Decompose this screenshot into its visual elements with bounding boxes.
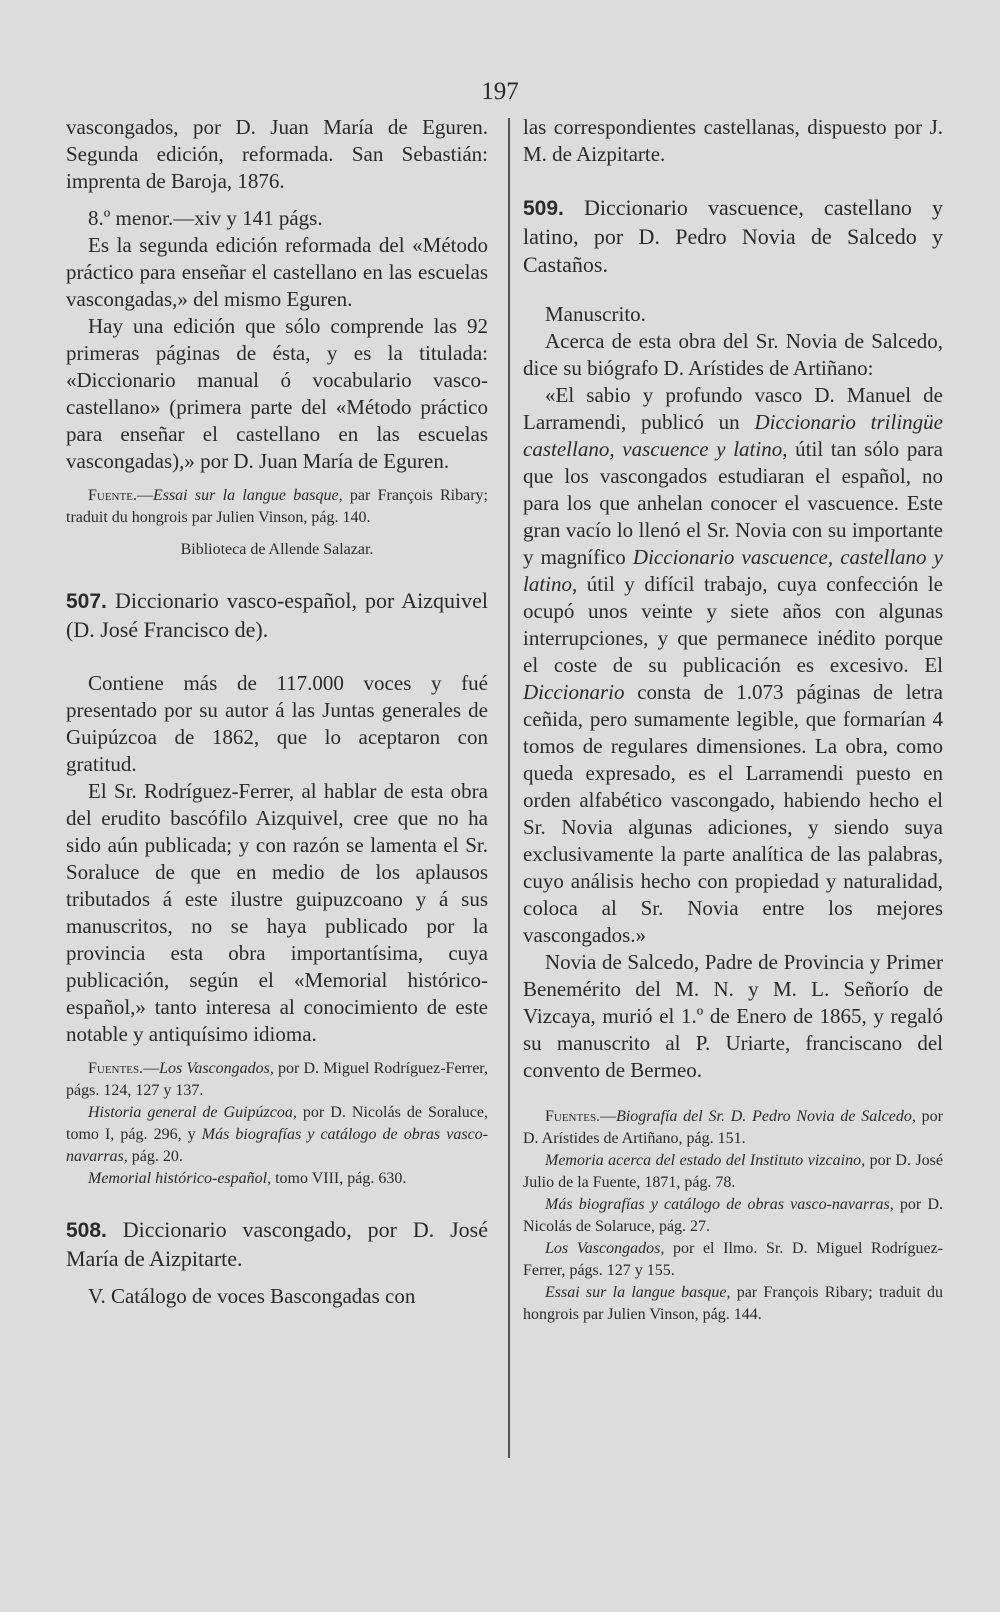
source-note [66, 1168, 488, 1190]
paragraph: V. Catálogo de voces Bascongadas con [88, 1284, 416, 1308]
source-text: tomo VIII, pág. 630. [271, 1170, 407, 1187]
right-column [523, 114, 943, 1326]
work-title: Diccionario vascuence, castellano y latino [523, 545, 943, 596]
entry-509-title [523, 194, 943, 279]
manuscript-note: Manuscrito. [545, 302, 646, 326]
library-note: Biblioteca de Allende Salazar. [180, 541, 374, 558]
quote-text: , útil y difícil trabajo, cuya confección le ocupó unos veinte y siete años con algunas interrupciones, y que permanece inédito porque el coste de su publicación es excesivo. El [523, 572, 943, 677]
source-text: por D. Nicolás de Soraluce, tomo I, pág. 296, y [66, 1104, 488, 1143]
left-column [66, 114, 488, 1310]
source-title: Essai sur la langue basque, [152, 487, 343, 504]
quote-text: «El sabio y profundo vasco D. Manuel de Larramendi, publicó un [523, 383, 943, 434]
intro-text: vascongados, por D. Juan María de Eguren. Segunda edición, reformada. San Sebastián: imprenta de Baroja, 1876. [66, 115, 488, 193]
quote-text: , útil tan sólo para que los vascongados estudiaran el español, no para los que anhelan conocer el vascuence. Este gran vacío lo llenó el Sr. Novia con su importante y magnífico [523, 437, 943, 569]
entry-number: 509. [523, 197, 564, 220]
paragraph: Es la segunda edición reformada del «Método práctico para enseñar el castellano en las escuelas vascongadas,» del mismo Eguren. [66, 233, 488, 311]
entry-508-title [66, 1216, 488, 1273]
entry-507-title [66, 587, 488, 644]
quote-text: consta de 1.073 páginas de letra ceñida, pero sumamente legible, que formarían 4 tomos de regulares dimensiones. La obra, como queda expresado, es el Larramendi puesto en orden alfabético vascongado, habiendo hecho el Sr. Novia algunas adiciones, y siendo suya exclusivamente la parte analítica de las palabras, cuyo análisis hecho con propiedad y naturalidad, coloca al Sr. Novia entre los mejores vascongados.» [523, 680, 943, 947]
source-label: Fuentes. [545, 1108, 601, 1125]
entry-title-text: Diccionario vascongado, por D. José María de Aizpitarte. [66, 1217, 488, 1271]
continuation-text: las correspondientes castellanas, dispuesto por J. M. de Aizpitarte. [523, 115, 943, 166]
entry-title-text: Diccionario vascuence, castellano y latino, por D. Pedro Novia de Salcedo y Castaños. [523, 195, 943, 277]
source-text: por D. Arístides de Artiñano, pág. 151. [523, 1108, 943, 1147]
source-title: Essai sur la langue basque, [545, 1284, 731, 1301]
source-text: pág. 20. [127, 1148, 183, 1165]
source-title: Biografía del Sr. D. Pedro Novia de Salcedo, [616, 1108, 916, 1125]
entry-title-text: Diccionario vasco-español, por Aizquivel (D. José Francisco de). [66, 588, 488, 642]
work-title: Diccionario [523, 680, 625, 704]
paragraph: El Sr. Rodríguez-Ferrer, al hablar de esta obra del erudito bascófilo Aizquivel, cree que no ha sido aún publicada; y con razón se lamenta el Sr. Soraluce de que en medio de los aplausos tributados á este ilustre guipuzcoano y á sus manuscritos, no se haya publicado por la provincia esta obra importantísima, cuya publicación, según el «Memorial histórico-español,» tanto interesa al conocimiento de este notable y antiquísimo idioma. [66, 779, 488, 1046]
source-title: Memorial histórico-español, [88, 1170, 272, 1187]
source-note [66, 1102, 488, 1168]
source-title: Los Vascongados, [159, 1060, 274, 1077]
source-text: por D. Miguel Rodríguez-Ferrer, págs. 124, 127 y 137. [66, 1060, 488, 1099]
source-text: por D. José Julio de la Fuente, 1871, pág. 78. [523, 1152, 943, 1191]
source-text: par François Ribary; traduit du hongrois par Julien Vinson, pág. 144. [523, 1284, 943, 1323]
source-text: par François Ribary; traduit du hongrois par Julien Vinson, pág. 140. [66, 487, 488, 526]
format-line: 8.º menor.—xiv y 141 págs. [88, 206, 323, 230]
paragraph: Contiene más de 117.000 voces y fué presentado por su autor á las Juntas generales de Guipúzcoa de 1862, que lo aceptaron con gratitud. [66, 671, 488, 776]
source-label: Fuentes. [88, 1060, 144, 1077]
source-title: Más biografías y catálogo de obras vasco-navarras, [545, 1196, 894, 1213]
source-text: por D. Nicolás de Solaruce, pág. 27. [523, 1196, 943, 1235]
source-note [523, 1238, 943, 1282]
source-note: Fuentes.—Biografía del Sr. D. Pedro Novia de Salcedo, por D. Arístides de Artiñano, pág. 151. [523, 1108, 943, 1147]
paragraph: Acerca de esta obra del Sr. Novia de Salcedo, dice su biógrafo D. Arístides de Artiñano: [523, 329, 943, 380]
quotation [523, 382, 943, 949]
source-title: Memoria acerca del estado del Instituto vizcaino, [545, 1152, 866, 1169]
source-title: Historia general de Guipúzcoa, [88, 1104, 297, 1121]
source-text: por el Ilmo. Sr. D. Miguel Rodríguez-Ferrer, págs. 127 y 155. [523, 1240, 943, 1279]
source-note: Fuentes.—Los Vascongados, por D. Miguel Rodríguez-Ferrer, págs. 124, 127 y 137. [66, 1060, 488, 1099]
source-title: Los Vascongados, [545, 1240, 665, 1257]
source-note [523, 1282, 943, 1326]
page-number: 197 [481, 78, 519, 105]
entry-number: 508. [66, 1219, 107, 1242]
source-note [523, 1194, 943, 1238]
entry-number: 507. [66, 590, 107, 613]
paragraph: Hay una edición que sólo comprende las 92 primeras páginas de ésta, y es la titulada: «Diccionario manual ó vocabulario vasco-castellano» (primera parte del «Método práctico para enseñar el castellano en las escuelas vascongadas),» por D. Juan María de Eguren. [66, 314, 488, 473]
work-title: Diccionario trilingüe castellano, vascuence y latino [523, 410, 943, 461]
source-note: Fuente.—Essai sur la langue basque, par François Ribary; traduit du hongrois par Julien Vinson, pág. 140. [66, 487, 488, 526]
source-label: Fuente. [88, 487, 137, 504]
column-divider [508, 118, 510, 1458]
paragraph: Novia de Salcedo, Padre de Provincia y Primer Benemérito del M. N. y M. L. Señorío de Vizcaya, murió el 1.º de Enero de 1865, y regaló su manuscrito al P. Uriarte, franciscano del convento de Bermeo. [523, 950, 943, 1082]
source-title: Más biografías y catálogo de obras vasco-navarras, [66, 1126, 489, 1165]
source-note [523, 1150, 943, 1194]
